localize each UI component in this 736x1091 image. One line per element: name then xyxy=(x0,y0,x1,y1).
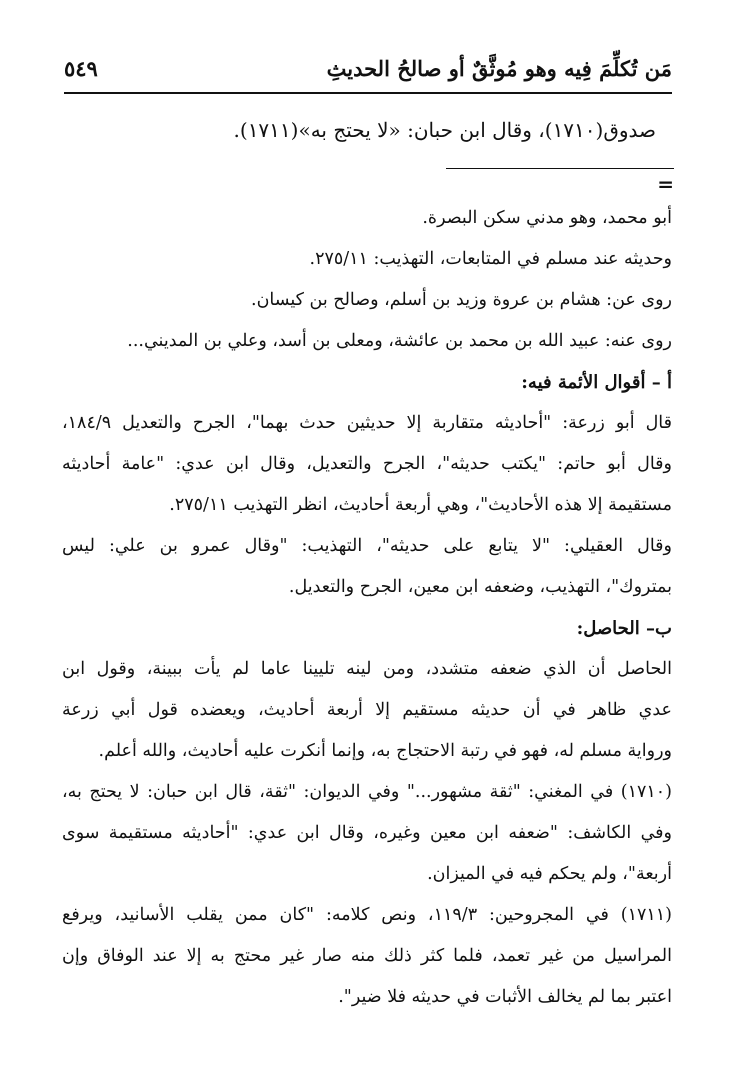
footnote-line: وقال العقيلي: "لا يتابع على حديثه"، التهذيب: "وقال عمرو بن علي: ليس xyxy=(62,536,672,556)
footnote-line: روى عنه: عبيد الله بن محمد بن عائشة، ومعلى بن أسد، وعلي بن المديني... xyxy=(127,331,672,351)
footnote-line: قال أبو زرعة: "أحاديثه متقاربة إلا حديثين حدث بهما"، الجرح والتعديل ١٨٤/٩، xyxy=(62,413,672,433)
footnote-line: وقال أبو حاتم: "يكتب حديثه"، الجرح والتعديل، وقال ابن عدي: "عامة أحاديثه xyxy=(62,454,672,474)
footnote-line: (١٧١٠) في المغني: "ثقة مشهور..." وفي الديوان: "ثقة، قال ابن حبان: لا يحتج به، xyxy=(62,782,672,802)
footnote-line: أربعة"، ولم يحكم فيه في الميزان. xyxy=(427,864,672,884)
page-number: ٥٤٩ xyxy=(64,56,98,81)
footnote-line: الحاصل أن الذي ضعفه متشدد، ومن لينه تليينا عاما لم يأت ببينة، وقول ابن xyxy=(62,659,672,679)
section-heading: ب– الحاصل: xyxy=(576,618,672,639)
footnote-line: روى عن: هشام بن عروة وزيد بن أسلم، وصالح بن كيسان. xyxy=(251,290,672,310)
footnote-line: ورواية مسلم له، فهو في رتبة الاحتجاج به، وإنما أنكرت عليه أحاديث، والله أعلم. xyxy=(98,741,672,761)
footnote-line: أبو محمد، وهو مدني سكن البصرة. xyxy=(422,208,672,228)
footnote-separator xyxy=(446,168,674,169)
footnote-line: اعتبر بما لم يخالف الأثبات في حديثه فلا ضير". xyxy=(338,987,672,1007)
main-text-line: صدوق(١٧١٠)، وقال ابن حبان: «لا يحتج به»(١٧١١). xyxy=(233,118,656,142)
footnote-line: المراسيل من غير تعمد، فلما كثر ذلك منه صار غير محتج به إلا عند الوفاق وإن xyxy=(62,946,672,966)
footnote-line: وفي الكاشف: "ضعفه ابن معين وغيره، وقال ابن عدي: "أحاديثه مستقيمة سوى xyxy=(62,823,672,843)
running-title: مَن تُكلِّمَ فِيه وهو مُوثَّقٌ أو صالحُ الحديثِ xyxy=(326,56,672,81)
footnote-line: بمتروك"، التهذيب، وضعفه ابن معين، الجرح والتعديل. xyxy=(288,577,672,597)
footnote-line: (١٧١١) في المجروحين: ١١٩/٣، ونص كلامه: "كان ممن يقلب الأسانيد، ويرفع xyxy=(62,905,672,925)
running-header xyxy=(64,52,672,94)
footnote-continuation-marker: = xyxy=(657,172,674,196)
footnote-line: وحديثه عند مسلم في المتابعات، التهذيب: ٢٧٥/١١. xyxy=(309,249,672,269)
footnote-line: عدي ظاهر في أن حديثه مستقيم إلا أربعة أحاديث، ويعضده قول أبي زرعة xyxy=(62,700,672,720)
section-heading: أ – أقوال الأئمة فيه: xyxy=(521,372,672,393)
footnote-line: مستقيمة إلا هذه الأحاديث"، وهي أربعة أحاديث، انظر التهذيب ٢٧٥/١١. xyxy=(169,495,672,515)
footnotes xyxy=(62,198,672,1018)
